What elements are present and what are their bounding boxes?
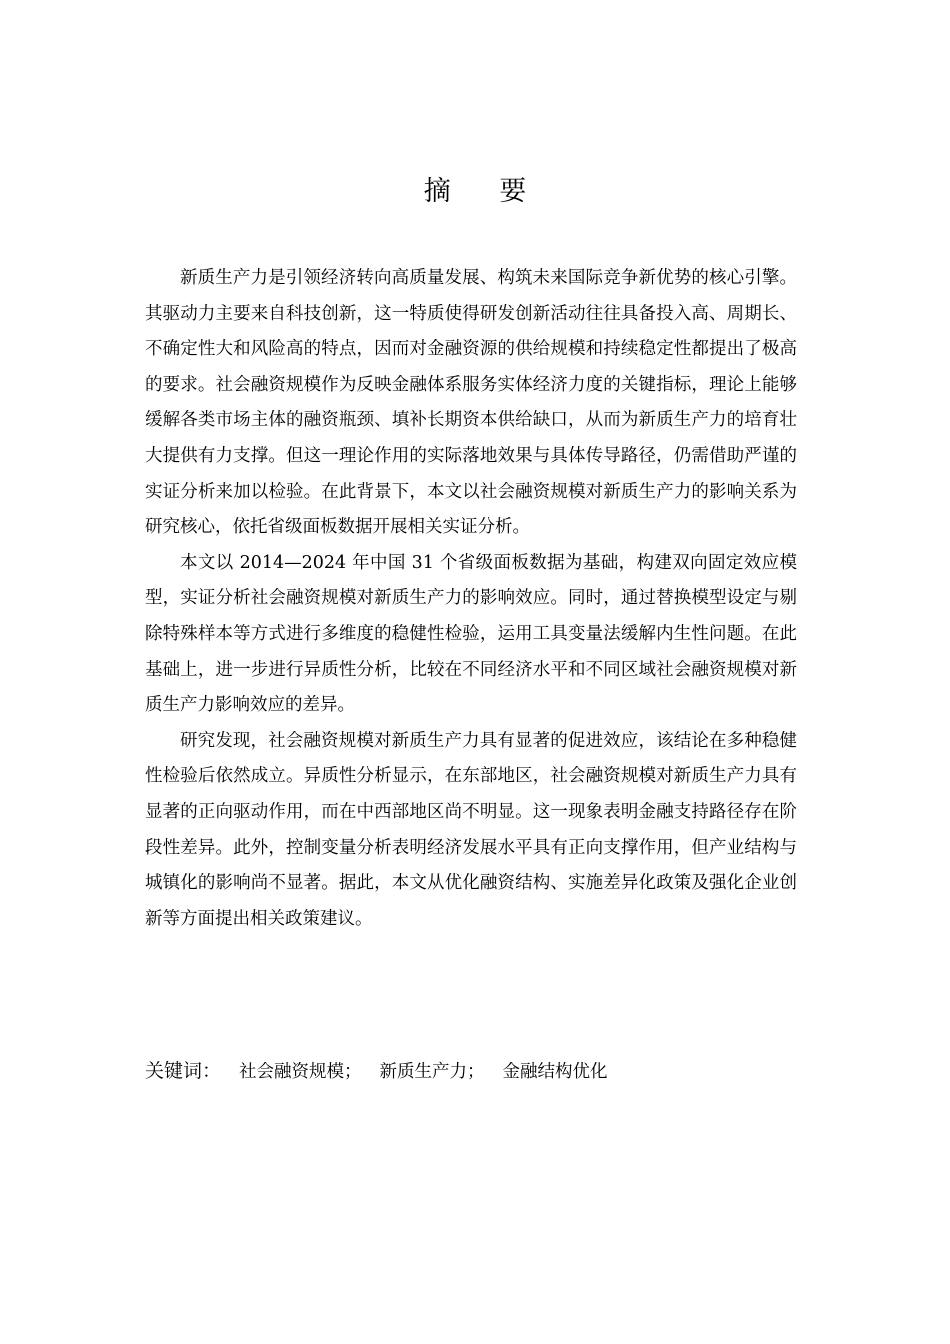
abstract-paragraph-2: 本文以 2014—2024 年中国 31 个省级面板数据为基础，构建双向固定效应模型，实证分析社会融资规模对新质生产力的影响效应。同时，通过替换模型设定与剔除特殊样本等方式进行多维度的稳健性检验，运用工具变量法缓解内生性问题。在此基础上，进一步进行异质性分析，比较在不同经济水平和不同区域社会融资规模对新质生产力影响效应的差异。 xyxy=(145,552,797,716)
keywords-label: 关键词： xyxy=(145,1060,222,1082)
keyword-separator: ； xyxy=(344,1062,362,1082)
keyword-item: 金融结构优化 xyxy=(502,1062,608,1082)
abstract-body xyxy=(145,261,797,937)
keyword-item: 社会融资规模 xyxy=(239,1062,345,1082)
abstract-paragraph-1: 新质生产力是引领经济转向高质量发展、构筑未来国际竞争新优势的核心引擎。其驱动力主要来自科技创新，这一特质使得研发创新活动往往具备投入高、周期长、不确定性大和风险高的特点，因而对金融资源的供给规模和持续稳定性都提出了极高的要求。社会融资规模作为反映金融体系服务实体经济力度的关键指标，理论上能够缓解各类市场主体的融资瓶颈、填补长期资本供给缺口，从而为新质生产力的培育壮大提供有力支撑。但这一理论作用的实际落地效果与具体传导路径，仍需借助严谨的实证分析来加以检验。在此背景下，本文以社会融资规模对新质生产力的影响关系为研究核心，依托省级面板数据开展相关实证分析。 xyxy=(145,268,797,538)
keywords-line xyxy=(145,1053,797,1090)
keyword-item: 新质生产力 xyxy=(379,1062,468,1082)
abstract-paragraph-3: 研究发现，社会融资规模对新质生产力具有显著的促进效应，该结论在多种稳健性检验后依然成立。异质性分析显示，在东部地区，社会融资规模对新质生产力具有显著的正向驱动作用，而在中西部地区尚不明显。这一现象表明金融支持路径存在阶段性差异。此外，控制变量分析表明经济发展水平具有正向支撑作用，但产业结构与城镇化的影响尚不显著。据此，本文从优化融资结构、实施差异化政策及强化企业创新等方面提出相关政策建议。 xyxy=(145,730,797,929)
keyword-separator: ； xyxy=(467,1062,485,1082)
page-title: 摘 要 xyxy=(423,176,547,207)
